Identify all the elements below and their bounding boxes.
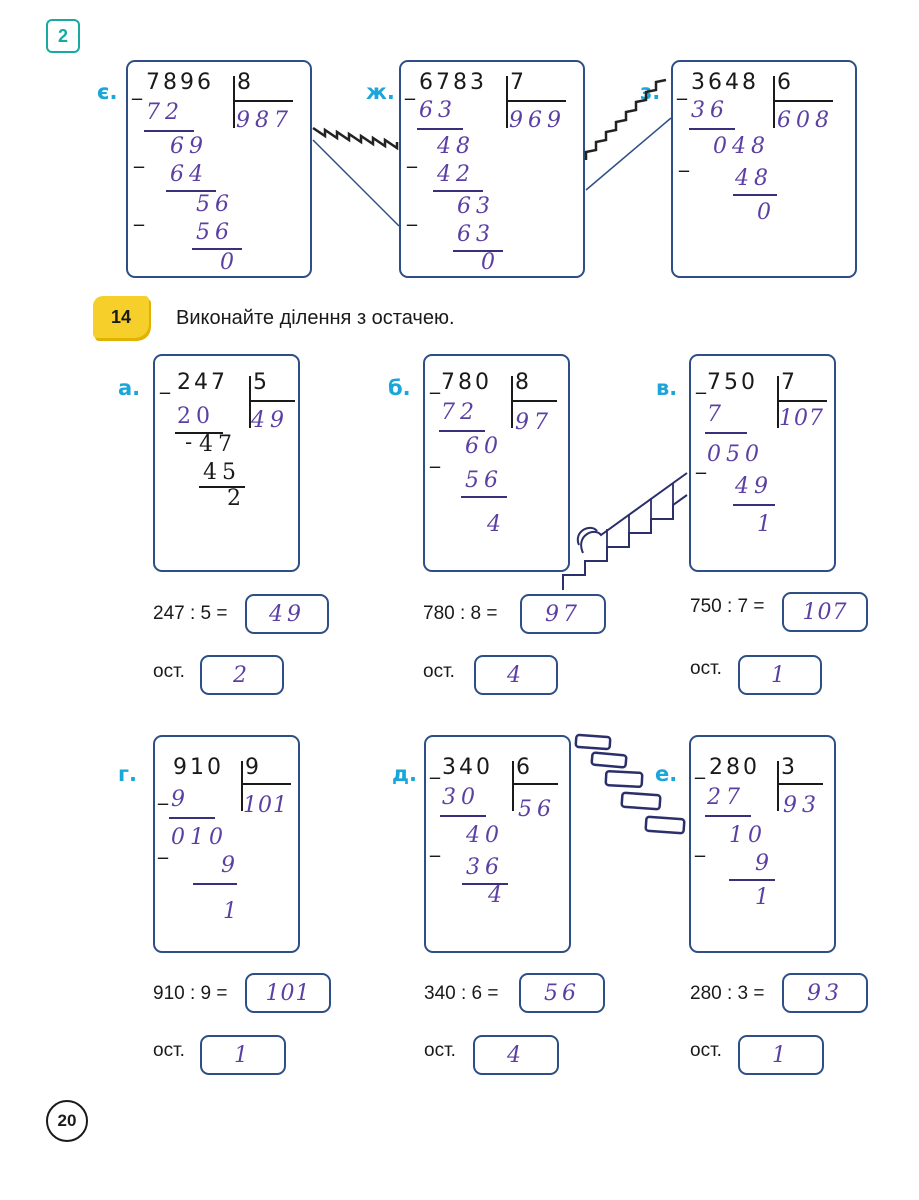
task-instruction: Виконайте ділення з остачею. xyxy=(176,307,455,329)
division-box-e: _ 280 3 93 27 _ 10 9 1 xyxy=(689,735,836,953)
dividend: 7896 xyxy=(146,70,214,95)
division-box-d: _ 340 6 56 30 _ 40 36 4 xyxy=(424,735,571,953)
remainder-label-e: ост. xyxy=(690,1040,722,1061)
equation-a: 247 : 5 = xyxy=(153,603,228,624)
staircase-decoration xyxy=(555,465,695,595)
division-box-a: _ 247 5 49 20 - 47 45 2 xyxy=(153,354,300,572)
remainder-input-d[interactable]: 4 xyxy=(473,1035,559,1075)
division-box-z: _ 3648 6 608 36 _ 048 48 0 xyxy=(671,60,857,278)
task-number-badge: 14 xyxy=(93,296,149,338)
remainder-input-b[interactable]: 4 xyxy=(474,655,558,695)
answer-input-g[interactable]: 101 xyxy=(245,973,331,1013)
remainder-label-g: ост. xyxy=(153,1040,185,1061)
division-box-b: _ 780 8 97 72 _ 60 56 4 xyxy=(423,354,570,572)
remainder-input-v[interactable]: 1 xyxy=(738,655,822,695)
example-label-ye: є. xyxy=(97,80,118,104)
divisor: 8 xyxy=(237,70,254,95)
remainder-label-d: ост. xyxy=(424,1040,456,1061)
exercise-label-d: д. xyxy=(392,762,417,786)
exercise-label-e: е. xyxy=(655,762,678,786)
example-label-zh: ж. xyxy=(366,80,395,104)
equation-v: 750 : 7 = xyxy=(690,596,765,617)
answer-input-a[interactable]: 49 xyxy=(245,594,329,634)
quotient: 987 xyxy=(236,108,293,133)
remainder-input-a[interactable]: 2 xyxy=(200,655,284,695)
answer-input-d[interactable]: 56 xyxy=(519,973,605,1013)
exercise-label-g: г. xyxy=(118,762,137,786)
division-box-v: _ 750 7 107 7 _ 050 49 1 xyxy=(689,354,836,572)
remainder-label-v: ост. xyxy=(690,658,722,679)
equation-b: 780 : 8 = xyxy=(423,603,498,624)
answer-input-e[interactable]: 93 xyxy=(782,973,868,1013)
exercise-label-b: б. xyxy=(388,376,411,400)
division-box-ye: _ 7896 8 987 72 _ 69 64 _ 56 56 0 xyxy=(126,60,312,278)
exercise-label-v: в. xyxy=(656,376,678,400)
page-badge: 2 xyxy=(46,19,80,53)
equation-g: 910 : 9 = xyxy=(153,983,228,1004)
example-label-z: з. xyxy=(640,80,661,104)
remainder-label-b: ост. xyxy=(423,661,455,682)
remainder-input-g[interactable]: 1 xyxy=(200,1035,286,1075)
stairs-decoration-top xyxy=(0,0,919,300)
answer-input-v[interactable]: 107 xyxy=(782,592,868,632)
exercise-label-a: а. xyxy=(118,376,141,400)
division-box-g: 910 9 101 _ 9 _ 010 9 1 xyxy=(153,735,300,953)
division-box-zh: _ 6783 7 969 63 _ 48 42 _ 63 63 0 xyxy=(399,60,585,278)
answer-input-b[interactable]: 97 xyxy=(520,594,606,634)
remainder-label-a: ост. xyxy=(153,661,185,682)
equation-d: 340 : 6 = xyxy=(424,983,499,1004)
remainder-input-e[interactable]: 1 xyxy=(738,1035,824,1075)
equation-e: 280 : 3 = xyxy=(690,983,765,1004)
page-number: 20 xyxy=(46,1100,88,1142)
